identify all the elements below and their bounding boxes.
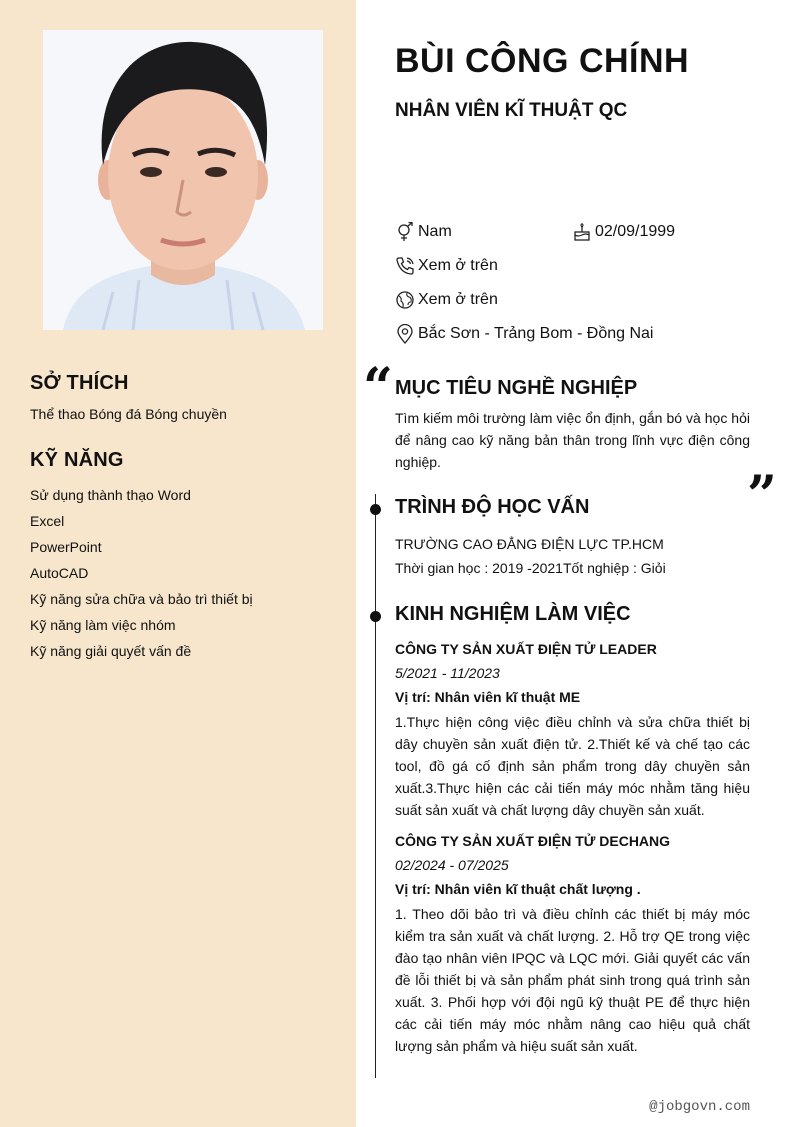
phone-row	[395, 256, 498, 276]
skill-item: Kỹ năng giải quyết vấn đề	[30, 643, 192, 659]
gender-row	[395, 222, 452, 242]
profile-photo	[43, 30, 323, 330]
cake-icon	[572, 222, 592, 242]
skills-section	[30, 449, 340, 664]
skill-item: PowerPoint	[30, 539, 102, 555]
company-name: CÔNG TY SẢN XUẤT ĐIỆN TỬ DECHANG	[395, 833, 671, 849]
hobbies-title: SỞ THÍCH	[30, 372, 129, 394]
skill-item: Kỹ năng làm việc nhóm	[30, 617, 176, 633]
gender-icon	[395, 222, 415, 242]
watermark: @jobgovn.com	[649, 1099, 750, 1115]
education-detail: Thời gian học : 2019 -2021Tốt nghiệp : Giỏi	[395, 560, 666, 576]
address-row	[395, 324, 653, 344]
address-value: Bắc Sơn - Trảng Bom - Đồng Nai	[418, 325, 654, 342]
job-description: 1.Thực hiện công việc điều chỉnh và sửa chữa thiết bị dây chuyền sản xuất điện tử. 2.Thiết kế và chế tạo các tool, đồ gá cố định sản phẩm trong dây chuyền sản xuất.3.Thực hiện các cải tiến máy móc nhằm tăng hiệu suất sản xuất và chất lượng dây chuyền sản xuất.	[395, 714, 750, 818]
skill-item: Excel	[30, 513, 65, 529]
job-period: 02/2024 - 07/2025	[395, 857, 509, 873]
sidebar	[0, 0, 356, 1127]
job-position: Vị trí: Nhân viên kĩ thuật ME	[395, 689, 581, 705]
education-title: TRÌNH ĐỘ HỌC VẤN	[395, 496, 590, 518]
hobbies-section	[30, 372, 340, 423]
phone-icon	[395, 256, 415, 276]
website-value: Xem ở trên	[418, 291, 498, 308]
skills-list	[30, 482, 340, 664]
close-quote-icon: ”	[747, 465, 777, 526]
timeline-dot-education	[370, 504, 381, 515]
hobbies-text: Thể thao Bóng đá Bóng chuyền	[30, 406, 227, 422]
candidate-name: BÙI CÔNG CHÍNH	[395, 42, 690, 80]
phone-value: Xem ở trên	[418, 257, 498, 274]
birthday-row	[572, 222, 675, 242]
birthday-value: 02/09/1999	[595, 223, 676, 240]
skill-item: Sử dụng thành thạo Word	[30, 487, 191, 503]
skills-title: KỸ NĂNG	[30, 449, 124, 471]
job-title: NHÂN VIÊN KĨ THUẬT QC	[395, 100, 628, 121]
location-pin-icon	[395, 324, 415, 344]
website-row	[395, 290, 498, 310]
objective-text: Tìm kiếm môi trường làm việc ổn định, gắn bó và học hỏi để nâng cao kỹ năng bản thân trong lĩnh vực điện công nghiệp.	[395, 410, 750, 470]
education-school: TRƯỜNG CAO ĐẲNG ĐIỆN LỰC TP.HCM	[395, 536, 664, 552]
experience-title: KINH NGHIỆM LÀM VIỆC	[395, 603, 631, 625]
open-quote-icon: “	[363, 357, 393, 418]
skill-item: Kỹ năng sửa chữa và bảo trì thiết bị	[30, 591, 253, 607]
job-description: 1. Theo dõi bảo trì và điều chỉnh các thiết bị máy móc kiểm tra sản xuất và chất lượng. 2. Hỗ trợ QE trong việc đào tạo nhân viên IPQC và LQC mới. Giải quyết các vấn đề lỗi thiết bị và sản phẩm phát sinh trong quá trình sản xuất. 3. Phối hợp với đội ngũ kỹ thuật PE để thực hiện các cải tiến máy móc nhằm nâng cao hiệu quả chất lượng sản phẩm và hiệu suất sản xuất.	[395, 906, 750, 1054]
globe-icon	[395, 290, 415, 310]
skill-item: AutoCAD	[30, 565, 89, 581]
job-position: Vị trí: Nhân viên kĩ thuật chất lượng .	[395, 881, 641, 897]
gender-value: Nam	[418, 223, 452, 240]
objective-title: MỤC TIÊU NGHỀ NGHIỆP	[395, 377, 638, 399]
timeline-line	[375, 494, 376, 1078]
company-name: CÔNG TY SẢN XUẤT ĐIỆN TỬ LEADER	[395, 641, 657, 657]
timeline-dot-experience	[370, 611, 381, 622]
job-period: 5/2021 - 11/2023	[395, 665, 500, 681]
